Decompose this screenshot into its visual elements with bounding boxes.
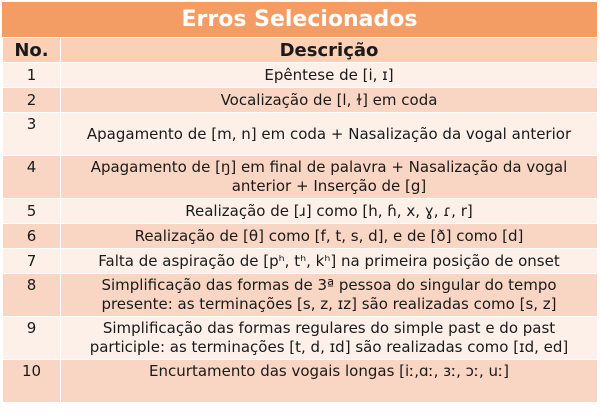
table-title: Erros Selecionados bbox=[2, 2, 597, 37]
row-description: Falta de aspiração de [pʰ, tʰ, kʰ] na primeira posição de onset bbox=[61, 249, 598, 274]
table-row bbox=[3, 249, 598, 274]
row-description: Simplificação das formas regulares do simple past e do past participle: as terminações [t, d, ɪd] são realizadas como [ɪd, ed] bbox=[61, 317, 598, 360]
row-description bbox=[61, 113, 598, 156]
row-description: Encurtamento das vogais longas [iː,ɑː, ɜː, ɔː, uː] bbox=[61, 360, 598, 403]
row-description: Simplificação das formas de 3ª pessoa do singular do tempo presente: as terminações [s, z, ɪz] são realizadas como [s, z] bbox=[61, 274, 598, 317]
table-row bbox=[3, 88, 598, 113]
row-description-line: Apagamento de [m, n] em coda + Nasalização da vogal anterior bbox=[86, 124, 572, 143]
row-description: Realização de [ɹ] como [h, ɦ, x, ɣ, ɾ, r] bbox=[61, 199, 598, 224]
row-number: 2 bbox=[3, 88, 61, 113]
errors-table-container bbox=[2, 2, 597, 403]
row-description: Realização de [θ] como [f, t, s, d], e de [ð] como [d] bbox=[61, 224, 598, 249]
table-row bbox=[3, 274, 598, 317]
header-description: Descrição bbox=[61, 38, 598, 63]
row-number: 1 bbox=[3, 63, 61, 88]
table-row bbox=[3, 156, 598, 199]
table-row bbox=[3, 199, 598, 224]
header-number: No. bbox=[3, 38, 61, 63]
row-number: 8 bbox=[3, 274, 61, 317]
row-number: 9 bbox=[3, 317, 61, 360]
row-description: Epêntese de [i, ɪ] bbox=[61, 63, 598, 88]
row-number: 7 bbox=[3, 249, 61, 274]
table-row bbox=[3, 113, 598, 156]
row-description: Vocalização de [l, ɫ] em coda bbox=[61, 88, 598, 113]
row-number: 3 bbox=[3, 113, 61, 156]
row-number: 10 bbox=[3, 360, 61, 403]
row-number: 6 bbox=[3, 224, 61, 249]
table-row bbox=[3, 317, 598, 360]
table-row bbox=[3, 224, 598, 249]
row-description: Apagamento de [ŋ] em final de palavra + Nasalização da vogal anterior + Inserção de [g] bbox=[61, 156, 598, 199]
table-row bbox=[3, 360, 598, 403]
table-row bbox=[3, 63, 598, 88]
row-number: 5 bbox=[3, 199, 61, 224]
header-row bbox=[3, 38, 598, 63]
row-number: 4 bbox=[3, 156, 61, 199]
errors-table bbox=[2, 37, 598, 403]
